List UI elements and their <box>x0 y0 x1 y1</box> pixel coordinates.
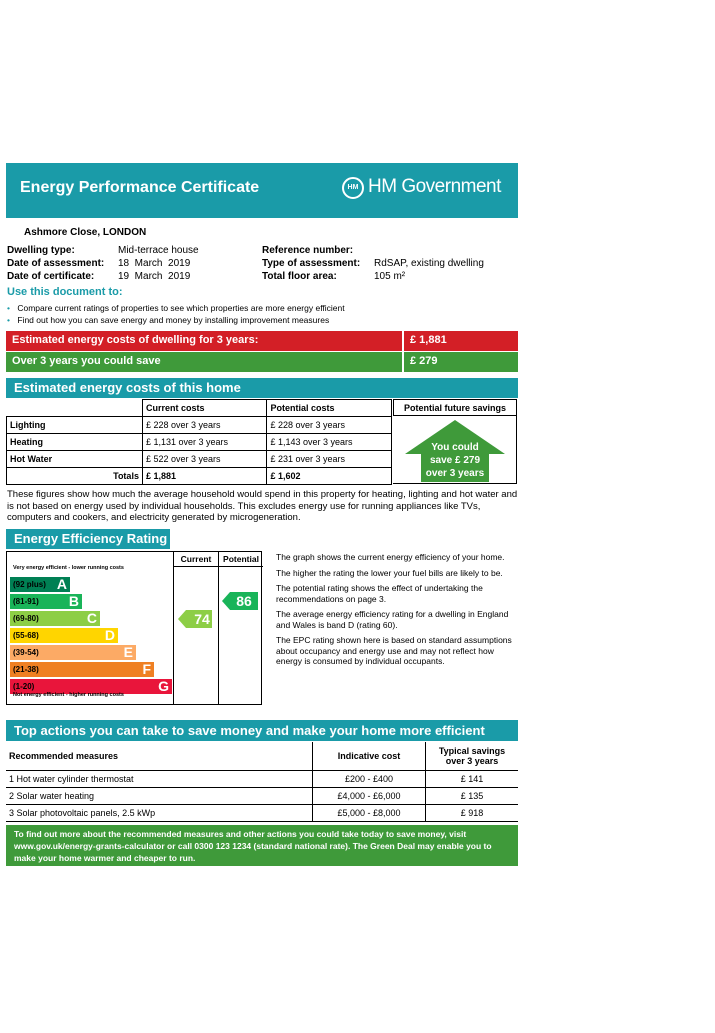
band-letter: G <box>158 678 169 694</box>
rating-band-d <box>10 628 118 643</box>
actions-footer <box>6 825 518 866</box>
costs-header-potential: Potential costs <box>267 400 392 417</box>
chart-col-potential: Potential <box>223 554 259 564</box>
type-assessment-label: Type of assessment: <box>262 258 361 269</box>
divider <box>402 352 404 372</box>
chart-bottom-note: Not energy efficient - higher running costs <box>13 692 124 698</box>
date-certificate-value: 19 March 2019 <box>118 271 191 282</box>
band-range: (69-80) <box>13 614 39 623</box>
chart-top-note: Very energy efficient - lower running costs <box>13 565 124 571</box>
band-range: (55-68) <box>13 631 39 640</box>
three-year-cost-label: Estimated energy costs of dwelling for 3 years: <box>12 334 259 346</box>
band-letter: B <box>68 593 79 609</box>
totals-row <box>7 468 392 485</box>
floor-area-value: 105 m² <box>374 271 406 282</box>
could-save-label: Over 3 years you could save <box>12 355 161 367</box>
rating-band-b <box>10 594 82 609</box>
table-row <box>7 451 392 468</box>
band-letter: E <box>123 644 133 660</box>
savings-arrow-line2: save £ 279 <box>429 455 481 466</box>
band-range: (92 plus) <box>13 580 46 589</box>
saving-cell: £ 918 <box>426 804 519 821</box>
page-title: Energy Performance Certificate <box>20 179 260 196</box>
current-rating-value: 74 <box>194 611 210 627</box>
could-save-bar <box>6 352 518 372</box>
row-label: Lighting <box>7 417 143 434</box>
costs-section-title: Estimated energy costs of this home <box>6 378 518 398</box>
dwelling-type-value: Mid-terrace house <box>118 245 199 256</box>
savings-arrow-line3: over 3 years <box>425 468 485 479</box>
bullet-icon: • <box>7 315 10 325</box>
table-row <box>6 770 518 787</box>
efficiency-note: The graph shows the current energy efficiency of your home. <box>276 552 505 562</box>
band-range: (21-38) <box>13 665 39 674</box>
row-potential: £ 231 over 3 years <box>267 451 392 468</box>
row-label: Heating <box>7 434 143 451</box>
use-doc-bullet-2 <box>7 315 329 325</box>
measure-cell: 2 Solar water heating <box>6 787 313 804</box>
band-letter: C <box>86 610 97 626</box>
row-current: £ 522 over 3 years <box>142 451 267 468</box>
costs-header-blank <box>7 400 143 417</box>
date-assessment-value: 18 March 2019 <box>118 258 191 269</box>
costs-header-current: Current costs <box>142 400 267 417</box>
actions-header-cost: Indicative cost <box>313 742 426 770</box>
actions-header-savings <box>426 742 519 770</box>
use-doc-bullet-1 <box>7 303 345 313</box>
efficiency-section-title: Energy Efficiency Rating <box>6 529 170 549</box>
band-range: (81-91) <box>13 597 39 606</box>
bullet-text: Compare current ratings of properties to see which properties are more energy efficient <box>17 303 345 313</box>
epc-header <box>6 163 518 218</box>
three-year-cost-value: £ 1,881 <box>410 334 447 346</box>
row-current: £ 1,131 over 3 years <box>142 434 267 451</box>
savings-header-line2: over 3 years <box>445 755 499 766</box>
use-doc-title: Use this document to: <box>7 286 123 298</box>
cost-cell: £5,000 - £8,000 <box>313 804 426 821</box>
efficiency-note: The average energy efficiency rating for a dwelling in England and Wales is band D (rating 60). <box>276 609 509 630</box>
government-crest-icon: HM <box>342 177 364 199</box>
band-letter: A <box>56 576 67 592</box>
saving-cell: £ 135 <box>426 787 519 804</box>
totals-label: Totals <box>7 468 143 485</box>
floor-area-label: Total floor area: <box>262 271 337 282</box>
bullet-text: Find out how you can save energy and money by installing improvement measures <box>17 315 330 325</box>
three-year-cost-bar <box>6 331 518 351</box>
divider <box>402 331 404 351</box>
chart-divider-1 <box>173 552 174 704</box>
row-potential: £ 228 over 3 years <box>267 417 392 434</box>
savings-header-line1: Typical savings <box>438 745 506 756</box>
table-row <box>7 434 392 451</box>
costs-note: These figures show how much the average household would spend in this property for heating, lighting and hot water and is not based on energy used by individual households. This excludes energy use for running appliances like TVs, computers and cookers, and electricity generated by microgeneration. <box>7 489 518 523</box>
government-logo-text: HM Government <box>368 176 501 197</box>
footer-line-3: make your home warmer and cheaper to run. <box>14 853 196 863</box>
row-label: Hot Water <box>7 451 143 468</box>
rating-band-e <box>10 645 136 660</box>
chart-header-line <box>173 566 263 567</box>
future-savings-box <box>393 416 517 484</box>
rating-band-c <box>10 611 100 626</box>
dwelling-type-label: Dwelling type: <box>7 245 75 256</box>
rating-band-f <box>10 662 154 677</box>
band-letter: D <box>104 627 115 643</box>
totals-current: £ 1,881 <box>142 468 267 485</box>
type-assessment-value: RdSAP, existing dwelling <box>374 258 484 269</box>
efficiency-note: The EPC rating shown here is based on standard assumptions about occupancy and energy use and may not reflect how energy is consumed by individual occupants. <box>276 635 512 666</box>
table-row <box>6 787 518 804</box>
could-save-value: £ 279 <box>410 355 438 367</box>
efficiency-chart <box>6 551 262 705</box>
saving-cell: £ 141 <box>426 770 519 787</box>
cost-cell: £200 - £400 <box>313 770 426 787</box>
efficiency-notes <box>276 552 518 667</box>
table-row <box>6 804 518 821</box>
footer-line-2: www.gov.uk/energy-grants-calculator or call 0300 123 1234 (standard national rate). The Green Deal may enable you to <box>14 841 492 851</box>
potential-rating-value: 86 <box>236 593 252 609</box>
date-certificate-label: Date of certificate: <box>7 271 95 282</box>
chart-col-current: Current <box>180 554 212 564</box>
efficiency-note: The higher the rating the lower your fuel bills are likely to be. <box>276 567 503 578</box>
savings-arrow-line1: You could <box>431 442 479 453</box>
band-range: (39-54) <box>13 648 39 657</box>
measure-cell: 1 Hot water cylinder thermostat <box>6 770 313 787</box>
efficiency-note: The potential rating shows the effect of undertaking the recommendations on page 3. <box>276 583 483 604</box>
table-row <box>7 417 392 434</box>
costs-table <box>6 399 392 485</box>
address: Ashmore Close, LONDON <box>24 227 147 238</box>
actions-table <box>6 742 518 822</box>
band-letter: F <box>142 661 151 677</box>
band-range: (1-20) <box>13 682 35 691</box>
row-current: £ 228 over 3 years <box>142 417 267 434</box>
chart-divider-2 <box>218 552 219 704</box>
measure-cell: 3 Solar photovoltaic panels, 2.5 kWp <box>6 804 313 821</box>
actions-header-measures: Recommended measures <box>6 742 313 770</box>
date-assessment-label: Date of assessment: <box>7 258 105 269</box>
totals-potential: £ 1,602 <box>267 468 392 485</box>
actions-section-title: Top actions you can take to save money and make your home more efficient <box>6 720 518 741</box>
rating-band-a <box>10 577 70 592</box>
reference-label: Reference number: <box>262 245 354 256</box>
row-potential: £ 1,143 over 3 years <box>267 434 392 451</box>
footer-line-1: To find out more about the recommended measures and other actions you could take today to save money, visit <box>14 829 467 839</box>
bullet-icon: • <box>7 303 10 313</box>
future-savings-header: Potential future savings <box>393 399 517 416</box>
cost-cell: £4,000 - £6,000 <box>313 787 426 804</box>
